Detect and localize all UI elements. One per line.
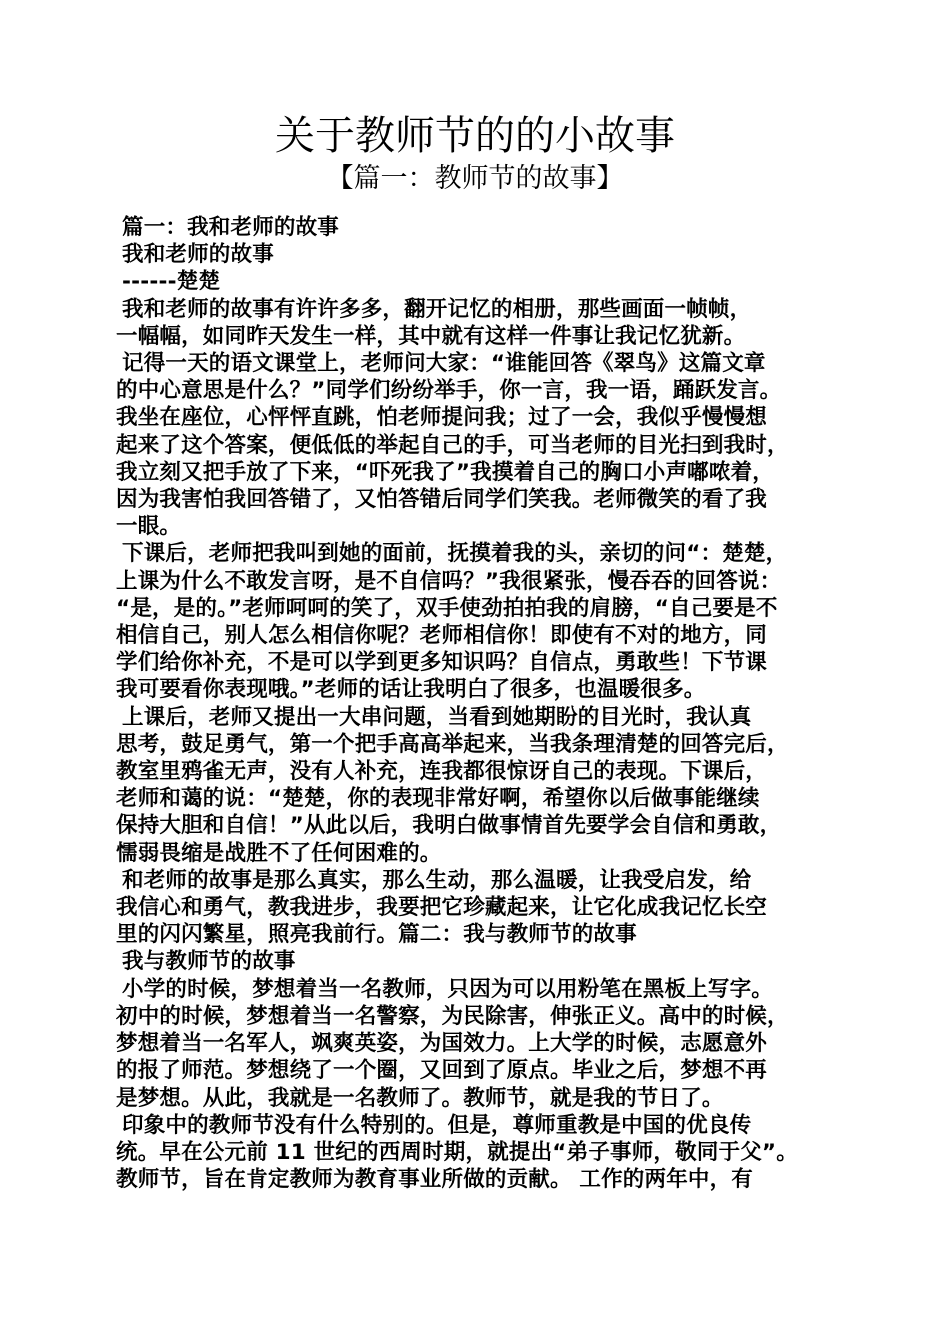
body-line: ------楚楚 <box>122 269 221 295</box>
body-line: 初中的时候，梦想着当一名警察，为民除害，伸张正义。高中的时候， <box>116 1003 789 1029</box>
body-line: 篇一：我和老师的故事 <box>122 215 340 240</box>
document-body <box>116 214 842 1193</box>
body-line: 的报了师范。梦想绕了一个圈，又回到了原点。毕业之后，梦想不再 <box>116 1058 768 1084</box>
body-line: 记得一天的语文课堂上，老师问大家：“谁能回答《翠鸟》这篇文章 <box>122 351 766 377</box>
body-line: 我和老师的故事 <box>122 242 274 268</box>
body-line: 上课为什么不敢发言呀，是不自信吗？”我很紧张，慢吞吞的回答说： <box>116 568 782 594</box>
document-title: 关于教师节的的小故事 <box>275 113 675 159</box>
body-line: 的中心意思是什么？”同学们纷纷举手，你一言，我一语，踊跃发言。 <box>116 378 782 404</box>
body-line: 是梦想。从此，我就是一名教师了。教师节，就是我的节日了。 <box>116 1085 724 1111</box>
body-line: 学们给你补充，不是可以学到更多知识吗？自信点，勇敢些！下节课 <box>116 650 768 676</box>
document-subtitle: 【篇一：教师节的故事】 <box>326 163 624 194</box>
body-line: 和老师的故事是那么真实，那么生动，那么温暖，让我受启发，给 <box>122 867 752 893</box>
body-line: 上课后，老师又提出一大串问题，当看到她期盼的目光时，我认真 <box>122 704 752 730</box>
body-line: 一幅幅，如同昨天发生一样，其中就有这样一件事让我记忆犹新。 <box>116 323 746 349</box>
body-line: 我坐在座位，心怦怦直跳，怕老师提问我；过了一会，我似乎慢慢想 <box>116 405 768 431</box>
body-line: 懦弱畏缩是战胜不了任何困难的。 <box>116 840 442 866</box>
body-line: 梦想着当一名军人，飒爽英姿，为国效力。上大学的时候，志愿意外 <box>116 1031 768 1057</box>
body-line: 教室里鸦雀无声，没有人补充，连我都很惊讶自己的表现。下课后， <box>116 759 768 785</box>
body-line: “是，是的。”老师呵呵的笑了，双手使劲拍拍我的肩膀，“自己要是不 <box>116 595 778 621</box>
body-line: 教师节，旨在肯定教师为教育事业所做的贡献。 工作的两年中，有 <box>116 1167 753 1193</box>
body-line: 思考，鼓足勇气，第一个把手高高举起来，当我条理清楚的回答完后， <box>116 731 789 757</box>
body-line: 我信心和勇气，教我进步，我要把它珍藏起来，让它化成我记忆长空 <box>116 895 768 921</box>
body-line: 我与教师节的故事 <box>122 949 296 975</box>
body-line: 相信自己，别人怎么相信你呢？老师相信你！即使有不对的地方，同 <box>116 623 768 649</box>
body-line: 我可要看你表现哦。”老师的话让我明白了很多，也温暖很多。 <box>116 677 706 703</box>
body-line: 印象中的教师节没有什么特别的。但是，尊师重教是中国的优良传 <box>122 1112 752 1138</box>
body-line: 因为我害怕我回答错了，又怕答错后同学们笑我。老师微笑的看了我 <box>116 487 768 513</box>
body-line: 我立刻又把手放了下来，“吓死我了”我摸着自己的胸口小声嘟哝着， <box>116 459 774 485</box>
body-line: 统。早在公元前 11 世纪的西周时期，就提出“弟子事师，敬同于父”。 <box>116 1139 798 1165</box>
body-line: 我和老师的故事有许许多多，翻开记忆的相册，那些画面一帧帧， <box>122 296 752 322</box>
body-line: 保持大胆和自信！”从此以后，我明白做事情首先要学会自信和勇敢， <box>116 813 782 839</box>
body-line: 小学的时候，梦想着当一名教师，只因为可以用粉笔在黑板上写字。 <box>122 976 774 1002</box>
body-line: 老师和蔼的说：“楚楚，你的表现非常好啊，希望你以后做事能继续 <box>116 786 760 812</box>
body-line: 下课后，老师把我叫到她的面前，抚摸着我的头，亲切的问“：楚楚， <box>122 541 788 567</box>
body-line: 起来了这个答案，便低低的举起自己的手，可当老师的目光扫到我时， <box>116 432 789 458</box>
body-line: 里的闪闪繁星，照亮我前行。篇二：我与教师节的故事 <box>116 922 637 948</box>
body-line: 一眼。 <box>116 514 182 540</box>
